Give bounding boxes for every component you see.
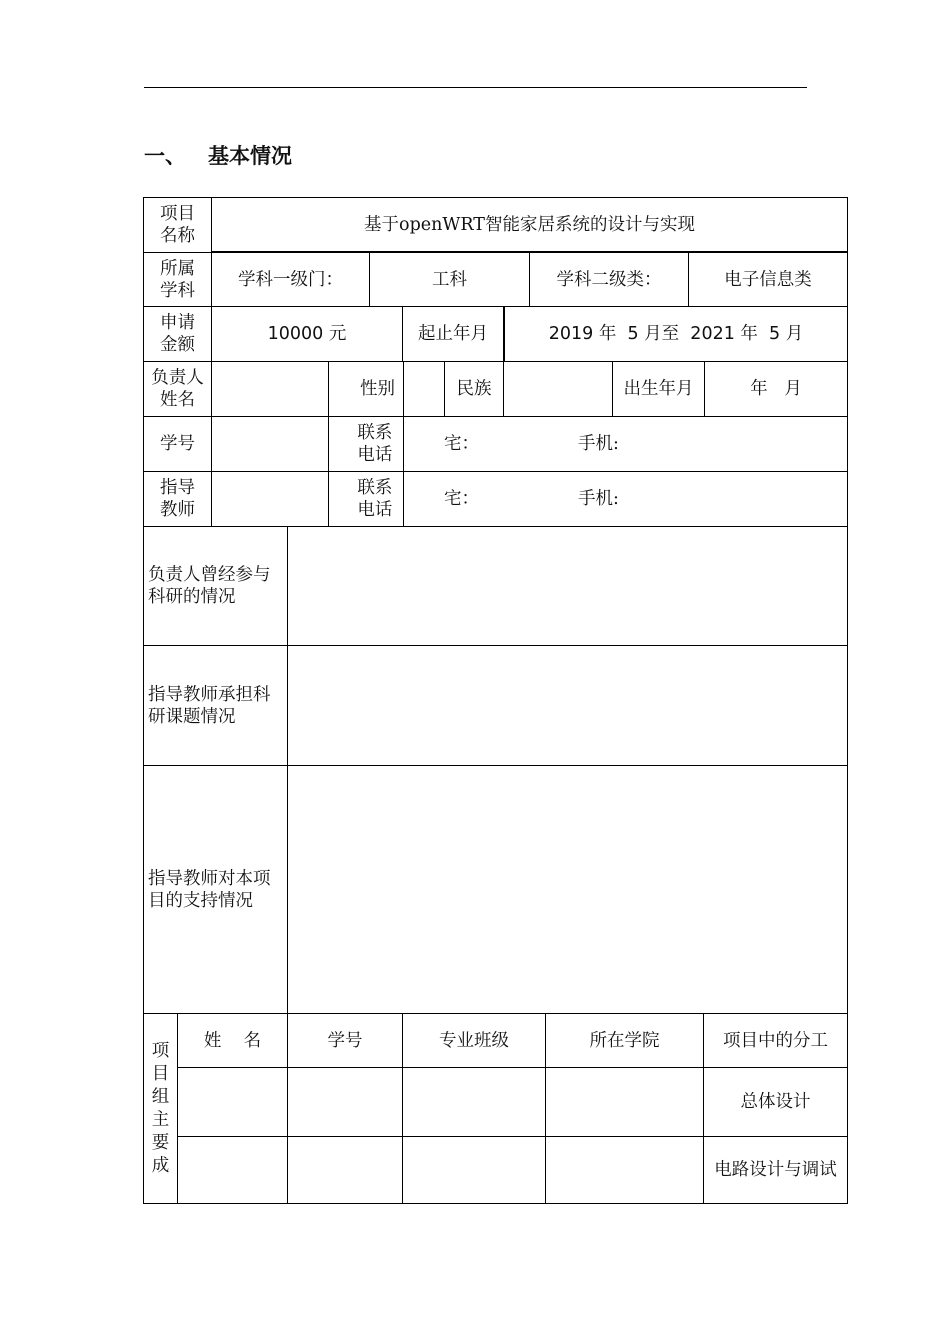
section-title: 基本情况 [208, 144, 292, 168]
leader-name-label: 负责人姓名 [151, 368, 204, 410]
discipline-label: 所属学科 [160, 258, 195, 301]
project-name-label: 项目名称 [160, 204, 195, 246]
funding-label: 申请金额 [160, 313, 195, 355]
member-row-2-role: 电路设计与调试 [714, 1160, 837, 1180]
advisor-home-phone-label: 宅： [444, 489, 479, 509]
leader-home-phone-label: 宅： [444, 434, 479, 454]
advisor-support-label: 指导教师对本项目的支持情况 [148, 868, 271, 911]
gender-value [404, 362, 444, 416]
discipline-level1-value: 工科 [432, 269, 467, 290]
period-label: 起止年月 [418, 324, 488, 344]
members-side-label: 项目组主要成 [151, 1040, 170, 1176]
member-row-1-role: 总体设计 [740, 1092, 811, 1112]
members-header-student-id: 学号 [327, 1030, 363, 1051]
leader-research-content [288, 527, 847, 645]
student-id-value [212, 417, 328, 471]
discipline-level2-value: 电子信息类 [724, 269, 812, 290]
advisor-projects-content [288, 646, 847, 765]
student-id-label: 学号 [160, 434, 195, 454]
leader-research-label: 负责人曾经参与科研的情况 [148, 565, 271, 607]
advisor-mobile-label: 手机: [578, 489, 619, 509]
advisor-label: 指导教师 [160, 478, 195, 520]
discipline-level2-label: 学科二级类： [556, 269, 662, 290]
advisor-projects-label: 指导教师承担科研课题情况 [148, 684, 271, 727]
leader-contact-label: 联系电话 [357, 423, 393, 465]
advisor-support-content [288, 766, 847, 1013]
members-header-college: 所在学院 [589, 1030, 660, 1051]
ethnicity-value [504, 362, 612, 416]
leader-name-value [212, 362, 328, 416]
members-header-name: 姓 名 [203, 1030, 262, 1051]
period-value: 2019 年 5 月至 2021 年 5 月 [548, 324, 804, 344]
members-header-role: 项目中的分工 [723, 1030, 828, 1051]
funding-amount: 10000 元 [267, 324, 347, 344]
section-number: 一、 [144, 144, 186, 168]
birth-label: 出生年月 [623, 379, 694, 399]
ethnicity-label: 民族 [456, 379, 492, 399]
leader-mobile-label: 手机: [578, 434, 619, 454]
advisor-contact-label: 联系电话 [357, 478, 393, 520]
advisor-name-value [212, 472, 328, 526]
birth-value: 年 月 [750, 379, 802, 399]
members-header-class: 专业班级 [439, 1030, 509, 1051]
gender-label: 性别 [360, 379, 395, 399]
project-name-value: 基于openWRT智能家居系统的设计与实现 [364, 215, 695, 235]
discipline-level1-label: 学科一级门： [238, 269, 343, 290]
